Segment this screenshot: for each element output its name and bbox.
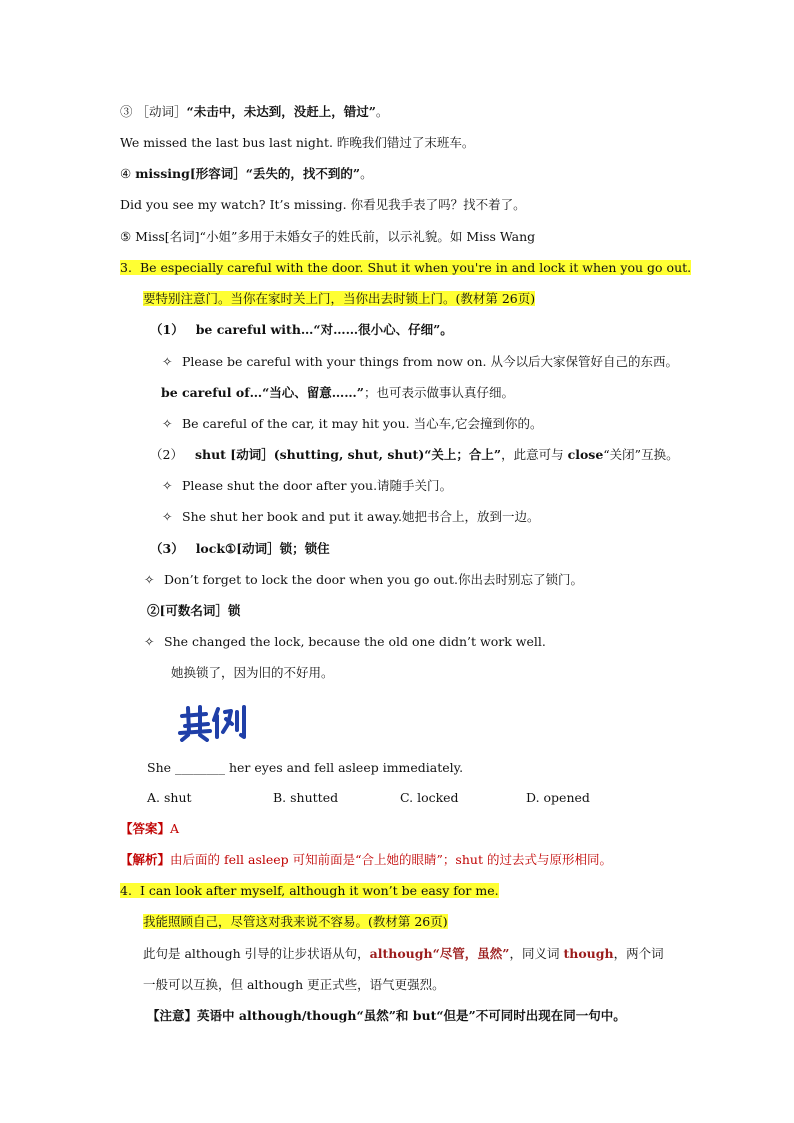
analysis-line: 【解析】由后面的 fell asleep 可知前面是“合上她的眼睛”；shut 的过去式与原形相同。 — [120, 852, 612, 867]
item3-point2-example2: ✧ She shut her book and put it away.她把书合上，放到一边。 — [162, 509, 540, 524]
meaning: “未击中，未达到，没赶上，错过” — [186, 104, 376, 119]
option-c: C. locked — [400, 790, 459, 805]
part-of-speech: ［动词］ — [136, 104, 187, 119]
diamond-bullet-icon: ✧ — [162, 354, 173, 369]
warning-label: 【注意】 — [147, 1008, 198, 1023]
diamond-bullet-icon: ✧ — [162, 478, 173, 493]
diamond-bullet-icon: ✧ — [144, 572, 155, 587]
circled-number: ④ — [120, 166, 132, 181]
item3-point3 — [150, 541, 330, 557]
item3-point3b-translation: 她换锁了，因为旧的不好用。 — [171, 665, 334, 680]
item4-warning: 【注意】英语中 although/though“虽然”和 but“但是”不可同时出现在同一句中。 — [147, 1008, 626, 1023]
line-missing-adj: ④ missing[形容词］“丢失的，找不到的”。 — [120, 166, 373, 181]
diamond-bullet-icon: ✧ — [144, 634, 155, 649]
item3-point3-example1: ✧ Don’t forget to lock the door when you go out.你出去时别忘了锁门。 — [144, 572, 583, 587]
diamond-bullet-icon: ✧ — [162, 416, 173, 431]
item3-point2: （2） shut [动词］(shutting, shut, shut)“关上；合上”，此意可与 close“关闭”互换。 — [150, 447, 679, 462]
diamond-bullet-icon: ✧ — [162, 509, 173, 524]
item3-point1 — [150, 322, 453, 338]
item3-sentence — [120, 260, 691, 276]
item4-sentence — [120, 883, 499, 899]
meaning: missing[形容词］“丢失的，找不到的” — [135, 166, 361, 181]
item3-point1b: be careful of…“当心、留意……”；也可表示做事认真仔细。 — [161, 385, 514, 400]
example-stamp-icon — [176, 702, 248, 742]
sentence-text: Be especially careful with the door. Shut it when you're in and lock it when you go out. — [132, 260, 691, 275]
item3-point3b-example: ✧ She changed the lock, because the old one didn’t work well. — [144, 634, 546, 649]
option-b: B. shutted — [273, 790, 339, 805]
item3-translation: 要特别注意门。当你在家时关上门，当你出去时锁上门。(教材第 26页) — [143, 291, 536, 306]
point-head: shut [动词］(shutting, shut, shut)“关上；合上” — [194, 447, 502, 462]
line-miss-noun: ⑤ Miss[名词]“小姐”多用于未婚女子的姓氏前，以示礼貌。如 Miss Wang — [120, 229, 536, 244]
point-head: be careful with…“对……很小心、仔细”。 — [195, 322, 453, 337]
answer-line — [120, 821, 179, 837]
answer-value: A — [170, 821, 180, 836]
point-label: （2） — [150, 447, 183, 462]
item-number: 4. — [120, 883, 132, 898]
item3-point1b-example: ✧ Be careful of the car, it may hit you. 当心车,它会撞到你的。 — [162, 416, 543, 431]
item3-point1-example: ✧ Please be careful with your things from now on. 从今以后大家保管好自己的东西。 — [162, 354, 678, 369]
option-d: D. opened — [526, 790, 590, 805]
sentence-text: I can look after myself, although it won’t be easy for me. — [132, 883, 499, 898]
item4-translation: 我能照顾自己，尽管这对我来说不容易。(教材第 26页) — [143, 914, 448, 929]
point-label: （3） — [150, 541, 184, 556]
item3-point2-example1: ✧ Please shut the door after you.请随手关门。 — [162, 478, 453, 493]
example-missed-bus: We missed the last bus last night. 昨晚我们错过了末班车。 — [120, 135, 475, 150]
item-number: 3. — [120, 260, 132, 275]
analysis-label: 【解析】 — [120, 852, 171, 867]
item3-point3b: ②[可数名词］锁 — [147, 603, 241, 618]
line-miss-verb-b: ③ ［动词］“未击中，未达到，没赶上，错过”。 — [120, 104, 389, 119]
option-a: A. shut — [147, 790, 192, 805]
point-label: （1） — [150, 322, 184, 337]
question-text: She ________ her eyes and fell asleep immediately. — [147, 760, 464, 775]
circled-number: ③ — [120, 104, 133, 119]
item4-note-line1: 此句是 although 引导的让步状语从句，although“尽管，虽然”，同义词 though，两个词 — [143, 946, 664, 961]
point-head: lock①[动词］锁；锁住 — [195, 541, 330, 556]
item4-note-line2: 一般可以互换，但 although 更正式些，语气更强烈。 — [143, 977, 445, 992]
example-missing-watch: Did you see my watch? It’s missing. 你看见我手表了吗？找不着了。 — [120, 197, 526, 212]
answer-label: 【答案】 — [120, 821, 171, 836]
